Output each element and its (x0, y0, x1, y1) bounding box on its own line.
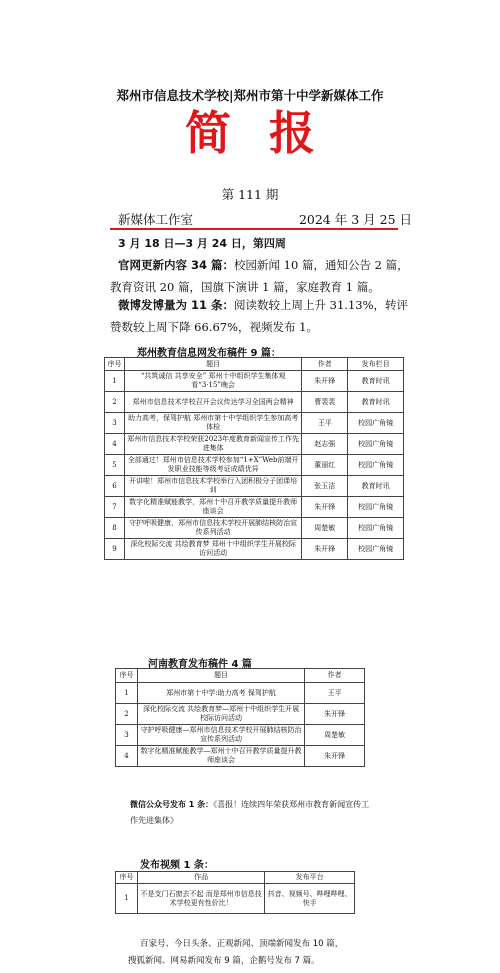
table1-cell: 教育时讯 (348, 392, 404, 413)
table2-header-cell: 序号 (116, 669, 138, 683)
table1-cell: 数字化精准赋能教学，郑州十中召开教学质量提升教师座谈会 (124, 497, 301, 518)
table2-row (116, 683, 365, 704)
table2-cell: 4 (116, 746, 138, 767)
table1-cell: 校园广角镜 (348, 497, 404, 518)
wechat-text: 《喜报！连续四年荣获郑州市教育新闻宣传工作先进集体》 (130, 800, 370, 825)
table1 (104, 357, 404, 560)
table1-header-cell: 发布栏目 (348, 358, 404, 371)
table2-row (116, 725, 365, 746)
table1-cell: 曹裴裴 (302, 392, 348, 413)
footer-line-1: 百家号、今日头条、正观新闻、顶端新闻发布 10 篇， (140, 939, 344, 949)
weibo-paragraph (110, 294, 410, 338)
table3 (115, 871, 355, 914)
table3-cell: 1 (116, 884, 138, 914)
table2-cell: 3 (116, 725, 138, 746)
table3-header-cell: 作品 (137, 872, 264, 884)
table2 (115, 668, 365, 767)
table1-cell: 郑州市信息技术学校召开会议传达学习全国两会精神 (124, 392, 301, 413)
table1-cell: 开讲啦！郑州市信息技术学校举行入团积极分子团课培训 (124, 476, 301, 497)
table2-cell: 数字化精准赋能教学—郑州十中召开教学质量提升教师座谈会 (137, 746, 304, 767)
table3-heading: 发布视频 1 条： (140, 860, 214, 871)
table2-cell: 朱开锋 (305, 746, 365, 767)
table1-heading: 郑州教育信息网发布稿件 9 篇： (137, 348, 281, 359)
table1-cell: 校园广角镜 (348, 413, 404, 434)
table1-cell: 1 (105, 371, 125, 392)
table1-cell: “共筑诚信 共享安全” 郑州十中组织学生集体观看“3·15”晚会 (124, 371, 301, 392)
wechat-paragraph (130, 797, 370, 829)
table2-row (116, 704, 365, 725)
table1-cell: 9 (105, 539, 125, 560)
table1-cell: 5 (105, 455, 125, 476)
table3-row (116, 884, 355, 914)
table1-cell: 4 (105, 434, 125, 455)
table1-cell: 赵志强 (302, 434, 348, 455)
table2-header-cell: 作者 (305, 669, 365, 683)
table1-cell: 8 (105, 518, 125, 539)
table1-cell: 朱开锋 (302, 371, 348, 392)
office-name: 新媒体工作室 (118, 212, 194, 227)
table1-row (105, 497, 404, 518)
table1-cell: 朱开锋 (302, 539, 348, 560)
table1-header-cell: 序号 (105, 358, 125, 371)
table2-cell: 守护呼吸健康—郑州市信息技术学校开展肺结核防治宣传系列活动 (137, 725, 304, 746)
table2-row (116, 746, 365, 767)
site-update-text: 校园新闻 10 篇，通知公告 2 篇，教育资讯 20 篇，国旗下演讲 1 篇，家庭教育 1 篇。 (110, 258, 409, 294)
wechat-label: 微信公众号发布 1 条： (130, 800, 214, 809)
table1-cell: 校园广角镜 (348, 539, 404, 560)
table1-cell: 王平 (302, 413, 348, 434)
table2-cell: 郑州市第十中学:助力高考 保驾护航 (137, 683, 304, 704)
table1-row (105, 392, 404, 413)
table2-cell: 1 (116, 683, 138, 704)
table1-cell: 全部通过！郑州市信息技术学校参加“1+X”Web前端开发职业技能等级考证成绩优异 (124, 455, 301, 476)
brief-title: 简报 (185, 106, 353, 160)
table1-cell: 6 (105, 476, 125, 497)
issue-number: 第 111 期 (221, 187, 279, 202)
table1-cell: 周楚敏 (302, 518, 348, 539)
table1-row (105, 455, 404, 476)
table3-header-cell: 序号 (116, 872, 138, 884)
table2-cell: 周楚敏 (305, 725, 365, 746)
table1-row (105, 413, 404, 434)
footer-line-2: 搜狐新闻、网易新闻发布 9 篇，企鹅号发布 7 篇。 (128, 956, 320, 966)
table1-cell: 深化校际交流 共绘教育梦 郑州十中组织学生开展校际访问活动 (124, 539, 301, 560)
table3-header-cell: 发布平台 (265, 872, 355, 884)
table2-header-cell: 题目 (137, 669, 304, 683)
table3-cell: 不是支门石窗去不起 而是郑州市信息技术学校更有性价比！ (137, 884, 264, 914)
table1-cell: 张玉洁 (302, 476, 348, 497)
table2-cell: 王平 (305, 683, 365, 704)
week-range: 3 月 18 日—3 月 24 日，第四周 (118, 237, 286, 250)
table1-cell: 校园广角镜 (348, 455, 404, 476)
table1-row (105, 518, 404, 539)
site-update-paragraph (110, 254, 410, 298)
table1-cell: 校园广角镜 (348, 434, 404, 455)
site-update-label: 官网更新内容 34 篇： (118, 258, 235, 272)
table1-cell: 守护呼吸健康，郑州市信息技术学校开展肺结核防治宣传系列活动 (124, 518, 301, 539)
table2-cell: 深化校际交流 共绘教育梦—郑州十中组织学生开展校际访问活动 (137, 704, 304, 725)
table2-cell: 朱开锋 (305, 704, 365, 725)
table1-cell: 郑州市信息技术学校荣获2023年度教育新闻宣传工作先进集体 (124, 434, 301, 455)
red-divider (110, 228, 398, 230)
table1-cell: 董丽红 (302, 455, 348, 476)
table3-cell: 抖音、视频号、哔哩哔哩、快手 (265, 884, 355, 914)
table1-cell: 校园广角镜 (348, 518, 404, 539)
org-line: 郑州市信息技术学校|郑州市第十中学新媒体工作 (116, 88, 384, 103)
table1-row (105, 434, 404, 455)
table2-cell: 2 (116, 704, 138, 725)
table1-cell: 7 (105, 497, 125, 518)
table1-header-cell: 作者 (302, 358, 348, 371)
table1-cell: 教育时讯 (348, 371, 404, 392)
table1-header-cell: 题目 (124, 358, 301, 371)
table1-cell: 教育时讯 (348, 476, 404, 497)
weibo-label: 微博发博量为 11 条： (118, 298, 235, 312)
table1-cell: 朱开锋 (302, 497, 348, 518)
table1-row (105, 371, 404, 392)
table2-heading: 河南教育发布稿件 4 篇 (148, 659, 252, 670)
issue-date: 2024 年 3 月 25 日 (298, 212, 412, 227)
table1-cell: 2 (105, 392, 125, 413)
table1-cell: 助力高考，保驾护航 郑州市第十中学组织学生参加高考体检 (124, 413, 301, 434)
table1-row (105, 476, 404, 497)
weibo-text: 阅读数较上周上升 31.13%，转评赞数较上周下降 66.67%，视频发布 1。 (110, 298, 409, 334)
table1-row (105, 539, 404, 560)
table1-cell: 3 (105, 413, 125, 434)
